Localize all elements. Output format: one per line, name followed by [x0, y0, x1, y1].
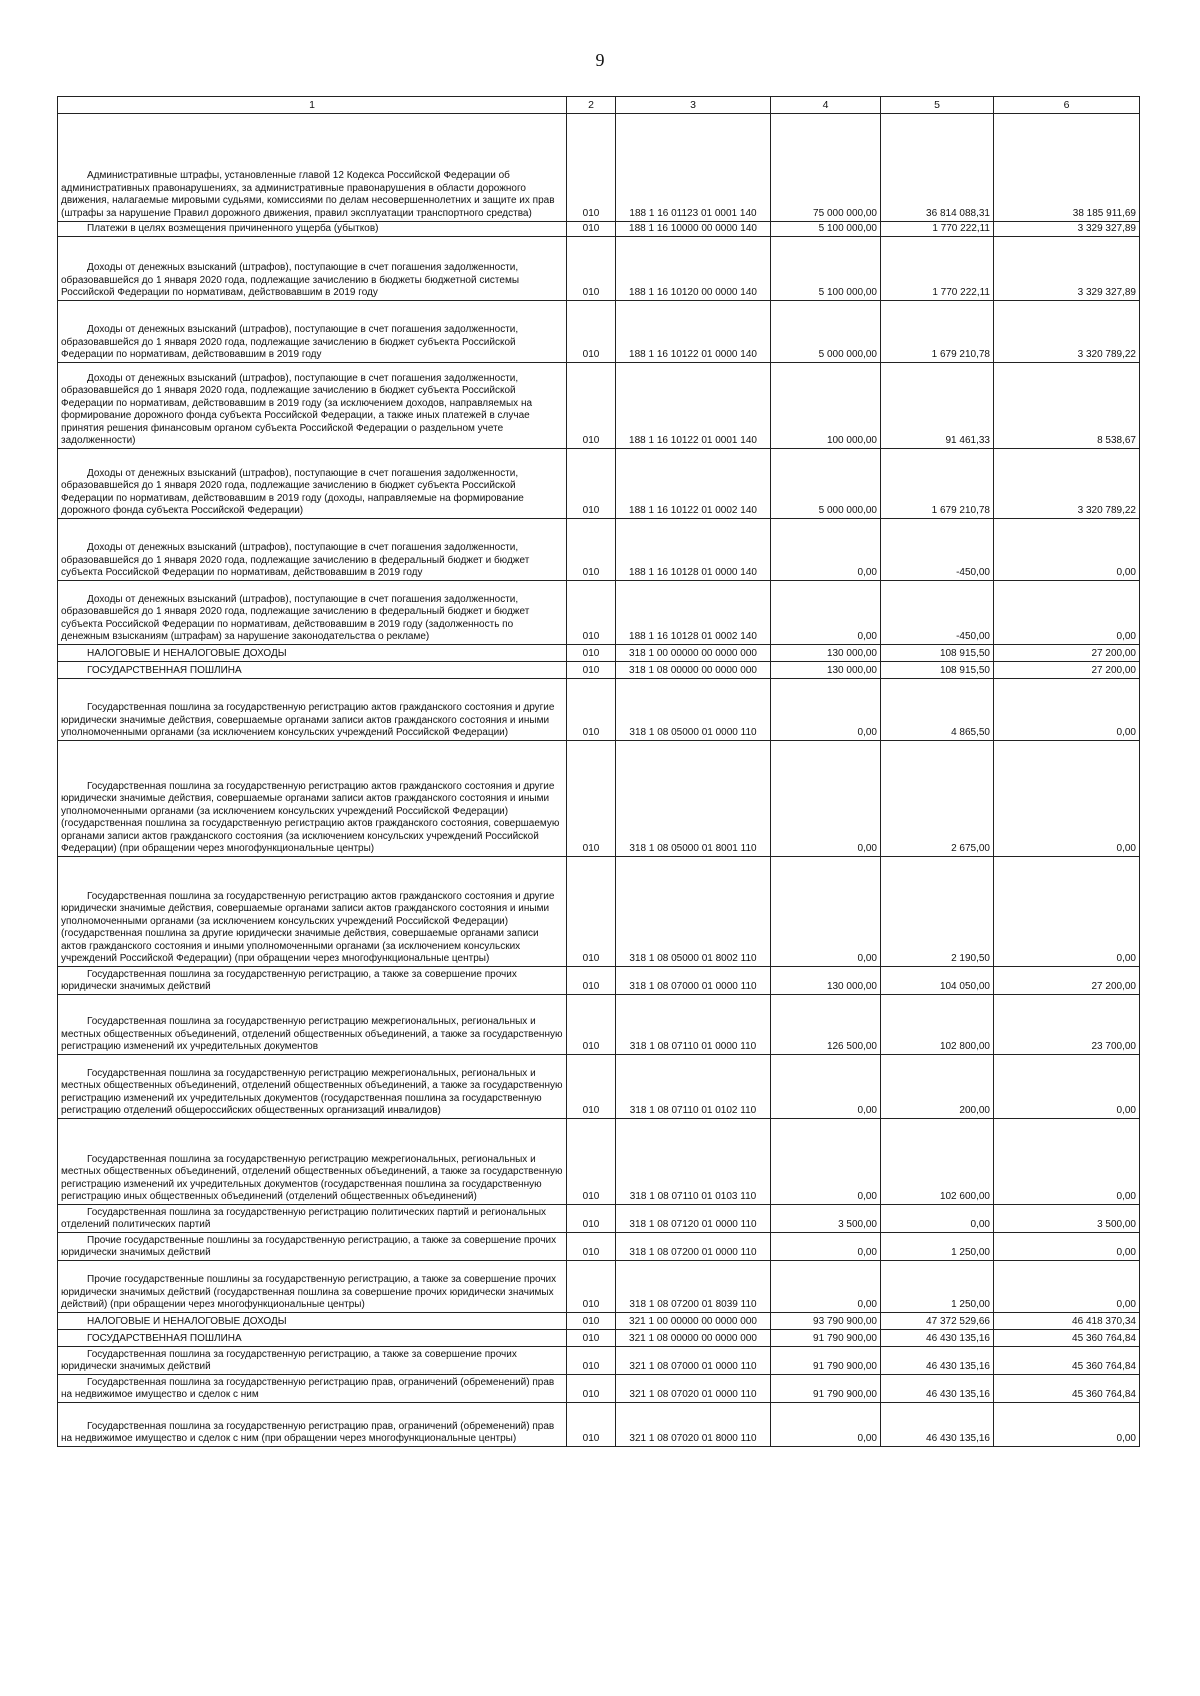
row-executed-cell: 2 190,50 — [881, 857, 994, 967]
row-plan-cell: 0,00 — [771, 519, 881, 581]
row-remainder-cell: 3 320 789,22 — [994, 449, 1140, 519]
table-body — [58, 114, 1140, 1447]
row-line-code-cell: 010 — [567, 857, 616, 967]
row-plan-cell: 0,00 — [771, 857, 881, 967]
table-row — [58, 301, 1140, 363]
row-remainder-cell: 3 329 327,89 — [994, 237, 1140, 301]
row-budget-code-cell: 318 1 08 05000 01 0000 110 — [616, 679, 771, 741]
row-name-cell — [58, 1347, 567, 1375]
row-name-text: Государственная пошлина за государственную регистрацию прав, ограничений (обременений) прав на недвижимое имущество и сделок с ним — [61, 1376, 555, 1400]
row-name-text: Доходы от денежных взысканий (штрафов), поступающие в счет погашения задолженности, образовавшейся до 1 января 2020 года, подлежащие зачислению в бюджет субъекта Российской Федерации по нормативам, действовавшим в 2019 году — [61, 324, 519, 360]
row-name-cell — [58, 857, 567, 967]
row-name-text: Государственная пошлина за государственную регистрацию межрегиональных, региональных и местных общественных объединений, отделений общественных объединений, а также за государственную регистрацию изменений их учредительных документов — [61, 1016, 563, 1052]
row-name-text: Административные штрафы, установленные главой 12 Кодекса Российской Федерации об административных правонарушениях, за административные правонарушения в области дорожного движения, налагаемые мировыми судьями, комиссиями по делам несовершеннолетних и защите их прав (штрафы за нарушение Правил дорожного движения, правил эксплуатации транспортного средства) — [61, 170, 555, 219]
row-budget-code-cell: 321 1 08 07020 01 0000 110 — [616, 1375, 771, 1403]
row-name-cell — [58, 519, 567, 581]
row-plan-cell: 5 100 000,00 — [771, 237, 881, 301]
row-line-code-cell: 010 — [567, 1119, 616, 1205]
row-budget-code-cell: 321 1 08 07000 01 0000 110 — [616, 1347, 771, 1375]
row-remainder-cell: 45 360 764,84 — [994, 1330, 1140, 1347]
row-remainder-cell: 27 200,00 — [994, 645, 1140, 662]
row-executed-cell: 0,00 — [881, 1205, 994, 1233]
row-line-code-cell: 010 — [567, 679, 616, 741]
row-executed-cell: 46 430 135,16 — [881, 1375, 994, 1403]
row-budget-code-cell: 318 1 08 07110 01 0103 110 — [616, 1119, 771, 1205]
row-budget-code-cell: 188 1 16 10122 01 0001 140 — [616, 363, 771, 449]
row-name-cell — [58, 1313, 567, 1330]
row-executed-cell: 104 050,00 — [881, 967, 994, 995]
row-name-cell — [58, 1233, 567, 1261]
row-plan-cell: 5 000 000,00 — [771, 449, 881, 519]
row-remainder-cell: 0,00 — [994, 857, 1140, 967]
table-row — [58, 1233, 1140, 1261]
row-plan-cell: 0,00 — [771, 1119, 881, 1205]
table-row — [58, 581, 1140, 645]
row-remainder-cell: 0,00 — [994, 741, 1140, 857]
row-plan-cell: 91 790 900,00 — [771, 1347, 881, 1375]
row-plan-cell: 91 790 900,00 — [771, 1375, 881, 1403]
row-line-code-cell: 010 — [567, 1375, 616, 1403]
column-header-5: 5 — [881, 97, 994, 114]
row-name-text: Доходы от денежных взысканий (штрафов), поступающие в счет погашения задолженности, образовавшейся до 1 января 2020 года, подлежащие зачислению в федеральный бюджет и бюджет субъекта Российской Федерации по нормативам, действовавшим в 2019 году (задолженность по денежным взысканиям (штрафам) за нарушение законодательства о рекламе) — [61, 593, 530, 642]
row-line-code-cell: 010 — [567, 1330, 616, 1347]
row-name-cell — [58, 237, 567, 301]
row-line-code-cell: 010 — [567, 301, 616, 363]
row-budget-code-cell: 188 1 16 10128 01 0000 140 — [616, 519, 771, 581]
row-budget-code-cell: 188 1 16 10000 00 0000 140 — [616, 222, 771, 237]
row-executed-cell: 1 770 222,11 — [881, 237, 994, 301]
row-remainder-cell: 3 329 327,89 — [994, 222, 1140, 237]
row-name-text: Государственная пошлина за государственную регистрацию межрегиональных, региональных и местных общественных объединений, отделений общественных объединений, а также за государственную регистрацию изменений их учредительных документов (государственная пошлина за государственную регистрацию иных общественных объединений (отделений общественных объединений) — [61, 1153, 563, 1202]
row-executed-cell: 102 800,00 — [881, 995, 994, 1055]
row-budget-code-cell: 188 1 16 10120 00 0000 140 — [616, 237, 771, 301]
row-executed-cell: 200,00 — [881, 1055, 994, 1119]
table-row — [58, 662, 1140, 679]
row-name-cell — [58, 1055, 567, 1119]
column-header-1: 1 — [58, 97, 567, 114]
table-row — [58, 645, 1140, 662]
table-row — [58, 449, 1140, 519]
row-name-text: Доходы от денежных взысканий (штрафов), поступающие в счет погашения задолженности, образовавшейся до 1 января 2020 года, подлежащие зачислению в федеральный бюджет и бюджет субъекта Российской Федерации по нормативам, действовавшим в 2019 году — [61, 542, 530, 578]
row-plan-cell: 130 000,00 — [771, 662, 881, 679]
table-row — [58, 1403, 1140, 1447]
row-executed-cell: 1 250,00 — [881, 1233, 994, 1261]
row-name-text: ГОСУДАРСТВЕННАЯ ПОШЛИНА — [87, 1333, 242, 1344]
table-row — [58, 222, 1140, 237]
row-name-cell — [58, 114, 567, 222]
row-plan-cell: 0,00 — [771, 1403, 881, 1447]
row-plan-cell: 130 000,00 — [771, 967, 881, 995]
row-executed-cell: 1 679 210,78 — [881, 449, 994, 519]
row-name-text: Государственная пошлина за государственную регистрацию актов гражданского состояния и другие юридически значимые действия, совершаемые органами записи актов гражданского состояния и иными уполномоченными органами (за исключением консульских учреждений Российской Федерации) — [61, 702, 555, 738]
table-row — [58, 1330, 1140, 1347]
row-executed-cell: 46 430 135,16 — [881, 1403, 994, 1447]
row-plan-cell: 91 790 900,00 — [771, 1330, 881, 1347]
row-remainder-cell: 3 320 789,22 — [994, 301, 1140, 363]
row-name-text: НАЛОГОВЫЕ И НЕНАЛОГОВЫЕ ДОХОДЫ — [87, 648, 287, 659]
row-line-code-cell: 010 — [567, 363, 616, 449]
row-executed-cell: 102 600,00 — [881, 1119, 994, 1205]
row-remainder-cell: 0,00 — [994, 1119, 1140, 1205]
row-executed-cell: -450,00 — [881, 519, 994, 581]
row-remainder-cell: 3 500,00 — [994, 1205, 1140, 1233]
row-name-cell — [58, 967, 567, 995]
row-line-code-cell: 010 — [567, 1313, 616, 1330]
table-row — [58, 1347, 1140, 1375]
row-name-cell — [58, 363, 567, 449]
table-header-row — [58, 97, 1140, 114]
row-name-text: Прочие государственные пошлины за государственную регистрацию, а также за совершение прочих юридически значимых действий (государственная пошлина за совершение прочих юридически значимых действий) (при обращении через многофункциональные центры) — [61, 1274, 557, 1310]
row-name-text: НАЛОГОВЫЕ И НЕНАЛОГОВЫЕ ДОХОДЫ — [87, 1316, 287, 1327]
row-name-text: Государственная пошлина за государственную регистрацию актов гражданского состояния и другие юридически значимые действия, совершаемые органами записи актов гражданского состояния и иными уполномоченными органами (за исключением консульских учреждений Российской Федерации) (государственная пошлина за государственную регистрацию актов гражданского состояния, совершаемую органами записи актов гражданского состояния (за исключением консульских учреждений Российской Федерации) (при обращении через многофункциональные центры) — [61, 780, 560, 854]
row-remainder-cell: 27 200,00 — [994, 662, 1140, 679]
row-plan-cell: 0,00 — [771, 1261, 881, 1313]
table-row — [58, 1119, 1140, 1205]
column-header-6: 6 — [994, 97, 1140, 114]
row-plan-cell: 0,00 — [771, 1233, 881, 1261]
table-row — [58, 1375, 1140, 1403]
row-line-code-cell: 010 — [567, 1233, 616, 1261]
row-remainder-cell: 8 538,67 — [994, 363, 1140, 449]
row-executed-cell: -450,00 — [881, 581, 994, 645]
revenue-report-table — [57, 96, 1140, 1447]
row-name-cell — [58, 1403, 567, 1447]
row-name-cell — [58, 741, 567, 857]
row-plan-cell: 5 000 000,00 — [771, 301, 881, 363]
row-plan-cell: 93 790 900,00 — [771, 1313, 881, 1330]
row-remainder-cell: 0,00 — [994, 581, 1140, 645]
row-remainder-cell: 0,00 — [994, 519, 1140, 581]
row-line-code-cell: 010 — [567, 519, 616, 581]
table-row — [58, 1313, 1140, 1330]
table-row — [58, 967, 1140, 995]
row-remainder-cell: 0,00 — [994, 1261, 1140, 1313]
row-name-cell — [58, 1119, 567, 1205]
page-number: 9 — [595, 50, 605, 70]
row-name-text: Доходы от денежных взысканий (штрафов), поступающие в счет погашения задолженности, образовавшейся до 1 января 2020 года, подлежащие зачислению в бюджет субъекта Российской Федерации по нормативам, действовавшим в 2019 году (доходы, направляемые на формирование дорожного фонда субъекта Российской Федерации) — [61, 467, 524, 516]
row-executed-cell: 1 679 210,78 — [881, 301, 994, 363]
row-budget-code-cell: 188 1 16 01123 01 0001 140 — [616, 114, 771, 222]
row-line-code-cell: 010 — [567, 1261, 616, 1313]
row-name-cell — [58, 581, 567, 645]
table-row — [58, 114, 1140, 222]
row-remainder-cell: 0,00 — [994, 1233, 1140, 1261]
row-budget-code-cell: 321 1 00 00000 00 0000 000 — [616, 1313, 771, 1330]
row-line-code-cell: 010 — [567, 741, 616, 857]
table-row — [58, 363, 1140, 449]
row-remainder-cell: 0,00 — [994, 1055, 1140, 1119]
row-plan-cell: 0,00 — [771, 1055, 881, 1119]
row-name-text: Государственная пошлина за государственную регистрацию, а также за совершение прочих юридически значимых действий — [61, 968, 517, 992]
row-executed-cell: 2 675,00 — [881, 741, 994, 857]
row-name-text: Платежи в целях возмещения причиненного ущерба (убытков) — [87, 223, 379, 234]
row-line-code-cell: 010 — [567, 449, 616, 519]
row-budget-code-cell: 188 1 16 10128 01 0002 140 — [616, 581, 771, 645]
row-executed-cell: 46 430 135,16 — [881, 1330, 994, 1347]
row-remainder-cell: 46 418 370,34 — [994, 1313, 1140, 1330]
row-budget-code-cell: 318 1 08 07120 01 0000 110 — [616, 1205, 771, 1233]
row-plan-cell: 75 000 000,00 — [771, 114, 881, 222]
row-name-cell — [58, 1330, 567, 1347]
row-executed-cell: 46 430 135,16 — [881, 1347, 994, 1375]
row-budget-code-cell: 318 1 08 00000 00 0000 000 — [616, 662, 771, 679]
row-name-text: Государственная пошлина за государственную регистрацию актов гражданского состояния и другие юридически значимые действия, совершаемые органами записи актов гражданского состояния и иными уполномоченными органами (за исключением консульских учреждений Российской Федерации) (государственная пошлина за другие юридически значимые действия, совершаемые органами записи актов гражданского состояния и иными уполномоченными органами (за исключением консульских учреждений Российской Федерации) (при обращении через многофункциональные центры) — [61, 890, 555, 964]
row-line-code-cell: 010 — [567, 114, 616, 222]
row-remainder-cell: 45 360 764,84 — [994, 1347, 1140, 1375]
row-name-text: Доходы от денежных взысканий (штрафов), поступающие в счет погашения задолженности, образовавшейся до 1 января 2020 года, подлежащие зачислению в бюджет субъекта Российской Федерации по нормативам, действовавшим в 2019 году (за исключением доходов, направляемых на формирование дорожного фонда субъекта Российской Федерации, а также иных платежей в случае принятия решения финансовым органом субъекта Российской Федерации о раздельном учете задолженности) — [61, 372, 533, 446]
row-budget-code-cell: 321 1 08 07020 01 8000 110 — [616, 1403, 771, 1447]
row-budget-code-cell: 318 1 08 05000 01 8001 110 — [616, 741, 771, 857]
row-executed-cell: 1 250,00 — [881, 1261, 994, 1313]
row-plan-cell: 100 000,00 — [771, 363, 881, 449]
row-line-code-cell: 010 — [567, 1055, 616, 1119]
row-line-code-cell: 010 — [567, 645, 616, 662]
row-name-cell — [58, 645, 567, 662]
row-name-text: Прочие государственные пошлины за государственную регистрацию, а также за совершение прочих юридически значимых действий — [61, 1234, 557, 1258]
table-row — [58, 237, 1140, 301]
row-plan-cell: 0,00 — [771, 581, 881, 645]
row-name-text: ГОСУДАРСТВЕННАЯ ПОШЛИНА — [87, 665, 242, 676]
row-name-text: Государственная пошлина за государственную регистрацию прав, ограничений (обременений) прав на недвижимое имущество и сделок с ним (при обращении через многофункциональные центры) — [61, 1420, 555, 1444]
table-row — [58, 679, 1140, 741]
row-budget-code-cell: 318 1 00 00000 00 0000 000 — [616, 645, 771, 662]
table-row — [58, 857, 1140, 967]
row-line-code-cell: 010 — [567, 967, 616, 995]
row-budget-code-cell: 321 1 08 00000 00 0000 000 — [616, 1330, 771, 1347]
row-name-text: Доходы от денежных взысканий (штрафов), поступающие в счет погашения задолженности, образовавшейся до 1 января 2020 года, подлежащие зачислению в бюджеты бюджетной системы Российской Федерации по нормативам, действовавшим в 2019 году — [61, 262, 520, 298]
row-line-code-cell: 010 — [567, 1347, 616, 1375]
row-plan-cell: 5 100 000,00 — [771, 222, 881, 237]
row-line-code-cell: 010 — [567, 995, 616, 1055]
row-line-code-cell: 010 — [567, 237, 616, 301]
row-executed-cell: 36 814 088,31 — [881, 114, 994, 222]
row-plan-cell: 3 500,00 — [771, 1205, 881, 1233]
column-header-3: 3 — [616, 97, 771, 114]
table-row — [58, 519, 1140, 581]
row-line-code-cell: 010 — [567, 662, 616, 679]
row-budget-code-cell: 318 1 08 07200 01 0000 110 — [616, 1233, 771, 1261]
row-name-cell — [58, 1375, 567, 1403]
row-budget-code-cell: 318 1 08 05000 01 8002 110 — [616, 857, 771, 967]
table-row — [58, 1205, 1140, 1233]
row-budget-code-cell: 318 1 08 07200 01 8039 110 — [616, 1261, 771, 1313]
row-line-code-cell: 010 — [567, 1403, 616, 1447]
row-executed-cell: 47 372 529,66 — [881, 1313, 994, 1330]
row-executed-cell: 1 770 222,11 — [881, 222, 994, 237]
column-header-2: 2 — [567, 97, 616, 114]
row-plan-cell: 130 000,00 — [771, 645, 881, 662]
row-executed-cell: 91 461,33 — [881, 363, 994, 449]
row-name-cell — [58, 1205, 567, 1233]
row-line-code-cell: 010 — [567, 581, 616, 645]
column-header-4: 4 — [771, 97, 881, 114]
row-remainder-cell: 0,00 — [994, 679, 1140, 741]
row-name-cell — [58, 995, 567, 1055]
table-row — [58, 995, 1140, 1055]
table-row — [58, 1261, 1140, 1313]
table-row — [58, 741, 1140, 857]
row-line-code-cell: 010 — [567, 1205, 616, 1233]
row-name-cell — [58, 449, 567, 519]
row-budget-code-cell: 318 1 08 07110 01 0102 110 — [616, 1055, 771, 1119]
row-plan-cell: 0,00 — [771, 679, 881, 741]
row-remainder-cell: 38 185 911,69 — [994, 114, 1140, 222]
row-name-cell — [58, 1261, 567, 1313]
row-budget-code-cell: 188 1 16 10122 01 0000 140 — [616, 301, 771, 363]
row-line-code-cell: 010 — [567, 222, 616, 237]
row-budget-code-cell: 318 1 08 07000 01 0000 110 — [616, 967, 771, 995]
row-remainder-cell: 45 360 764,84 — [994, 1375, 1140, 1403]
row-name-cell — [58, 301, 567, 363]
table-row — [58, 1055, 1140, 1119]
row-name-cell — [58, 662, 567, 679]
row-name-cell — [58, 679, 567, 741]
row-remainder-cell: 27 200,00 — [994, 967, 1140, 995]
row-executed-cell: 108 915,50 — [881, 662, 994, 679]
row-plan-cell: 0,00 — [771, 741, 881, 857]
row-name-text: Государственная пошлина за государственную регистрацию, а также за совершение прочих юридически значимых действий — [61, 1348, 517, 1372]
row-remainder-cell: 23 700,00 — [994, 995, 1140, 1055]
row-name-text: Государственная пошлина за государственную регистрацию политических партий и региональных отделений политических партий — [61, 1206, 547, 1230]
row-remainder-cell: 0,00 — [994, 1403, 1140, 1447]
row-plan-cell: 126 500,00 — [771, 995, 881, 1055]
row-budget-code-cell: 318 1 08 07110 01 0000 110 — [616, 995, 771, 1055]
row-budget-code-cell: 188 1 16 10122 01 0002 140 — [616, 449, 771, 519]
row-name-text: Государственная пошлина за государственную регистрацию межрегиональных, региональных и местных общественных объединений, отделений общественных объединений, а также за государственную регистрацию изменений их учредительных документов (государственная пошлина за государственную регистрацию отделений общероссийских общественных организаций инвалидов) — [61, 1067, 563, 1116]
row-executed-cell: 4 865,50 — [881, 679, 994, 741]
row-executed-cell: 108 915,50 — [881, 645, 994, 662]
row-name-cell — [58, 222, 567, 237]
